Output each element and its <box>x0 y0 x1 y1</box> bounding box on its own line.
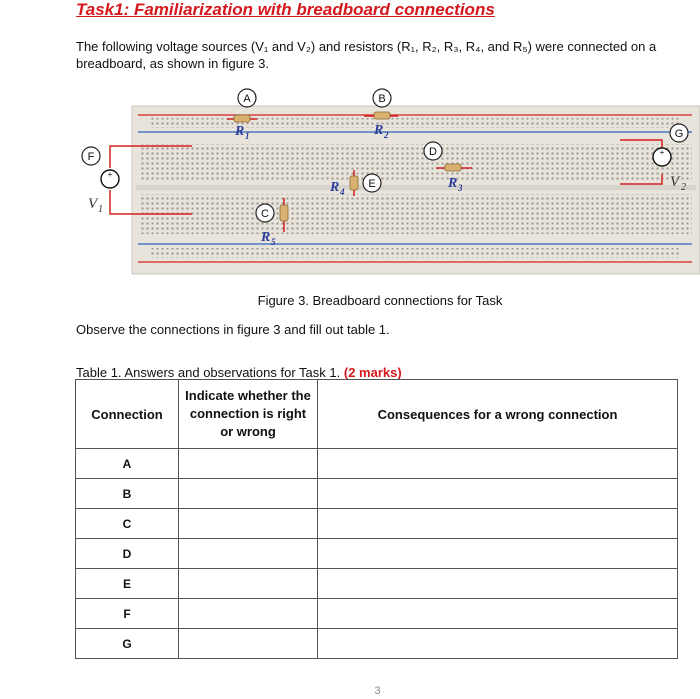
svg-text:3: 3 <box>458 183 463 193</box>
table-row <box>76 569 678 599</box>
row-label: B <box>76 479 179 509</box>
svg-text:R: R <box>374 123 384 138</box>
answer-cell[interactable] <box>179 599 318 629</box>
marker-b <box>373 89 391 107</box>
marker-c <box>256 204 274 222</box>
table-row <box>76 509 678 539</box>
v2-label: V <box>670 174 680 190</box>
marker-a <box>238 89 256 107</box>
answer-cell[interactable] <box>179 569 318 599</box>
svg-text:4: 4 <box>340 187 345 197</box>
row-label: A <box>76 449 179 479</box>
svg-text:2: 2 <box>384 130 389 140</box>
table-caption <box>76 365 402 380</box>
breadboard-figure <box>80 86 700 286</box>
intro-paragraph: The following voltage sources (V₁ and V₂) and resistors (R₁, R₂, R₃, R₄, and R₅) were connected on a breadboard, as shown in figure 3. <box>76 39 657 71</box>
table-row <box>76 479 678 509</box>
svg-text:R: R <box>235 124 245 139</box>
row-label: E <box>76 569 179 599</box>
v1-label: V <box>88 196 98 212</box>
row-label: C <box>76 509 179 539</box>
svg-text:1: 1 <box>245 131 250 141</box>
svg-text:5: 5 <box>271 237 276 247</box>
marker-e <box>363 174 381 192</box>
task-title: Task1: Familiarization with breadboard connections <box>76 0 495 19</box>
svg-text:+: + <box>659 148 665 157</box>
consequence-cell[interactable] <box>318 509 678 539</box>
svg-text:C: C <box>261 208 269 220</box>
consequence-cell[interactable] <box>318 449 678 479</box>
svg-text:+: + <box>107 170 113 179</box>
table-row <box>76 449 678 479</box>
v2-sub: 2 <box>681 182 686 193</box>
row-label: D <box>76 539 179 569</box>
table-row <box>76 629 678 659</box>
consequence-cell[interactable] <box>318 569 678 599</box>
marker-f <box>82 147 100 165</box>
observe-instruction: Observe the connections in figure 3 and fill out table 1. <box>76 322 390 337</box>
svg-text:E: E <box>368 178 376 190</box>
svg-text:G: G <box>674 128 684 140</box>
table-header-row <box>76 380 678 449</box>
answer-cell[interactable] <box>179 509 318 539</box>
header-consequences: Consequences for a wrong connection <box>318 380 678 449</box>
svg-text:R: R <box>330 180 340 195</box>
table-row <box>76 539 678 569</box>
header-connection: Connection <box>76 380 179 449</box>
row-label: G <box>76 629 179 659</box>
svg-text:B: B <box>378 93 386 105</box>
table-caption-text: Table 1. Answers and observations for Task 1. <box>76 365 341 380</box>
marker-g <box>670 124 688 142</box>
consequence-cell[interactable] <box>318 479 678 509</box>
consequence-cell[interactable] <box>318 539 678 569</box>
consequence-cell[interactable] <box>318 629 678 659</box>
consequence-cell[interactable] <box>318 599 678 629</box>
svg-text:F: F <box>87 151 95 163</box>
answer-cell[interactable] <box>179 539 318 569</box>
answer-cell[interactable] <box>179 479 318 509</box>
answer-cell[interactable] <box>179 449 318 479</box>
answer-cell[interactable] <box>179 629 318 659</box>
marker-d <box>424 142 442 160</box>
table-row <box>76 599 678 629</box>
svg-text:D: D <box>429 146 437 158</box>
marks-label: (2 marks) <box>343 365 402 380</box>
svg-text:R: R <box>261 230 271 245</box>
v1-sub: 1 <box>98 204 103 215</box>
row-label: F <box>76 599 179 629</box>
answers-table <box>75 379 678 659</box>
svg-text:A: A <box>243 93 251 105</box>
figure-caption: Figure 3. Breadboard connections for Task <box>257 293 503 308</box>
page-number: 3 <box>374 685 381 697</box>
header-right-or-wrong: Indicate whether the connection is right or wrong <box>179 380 318 449</box>
svg-text:R: R <box>448 176 458 191</box>
